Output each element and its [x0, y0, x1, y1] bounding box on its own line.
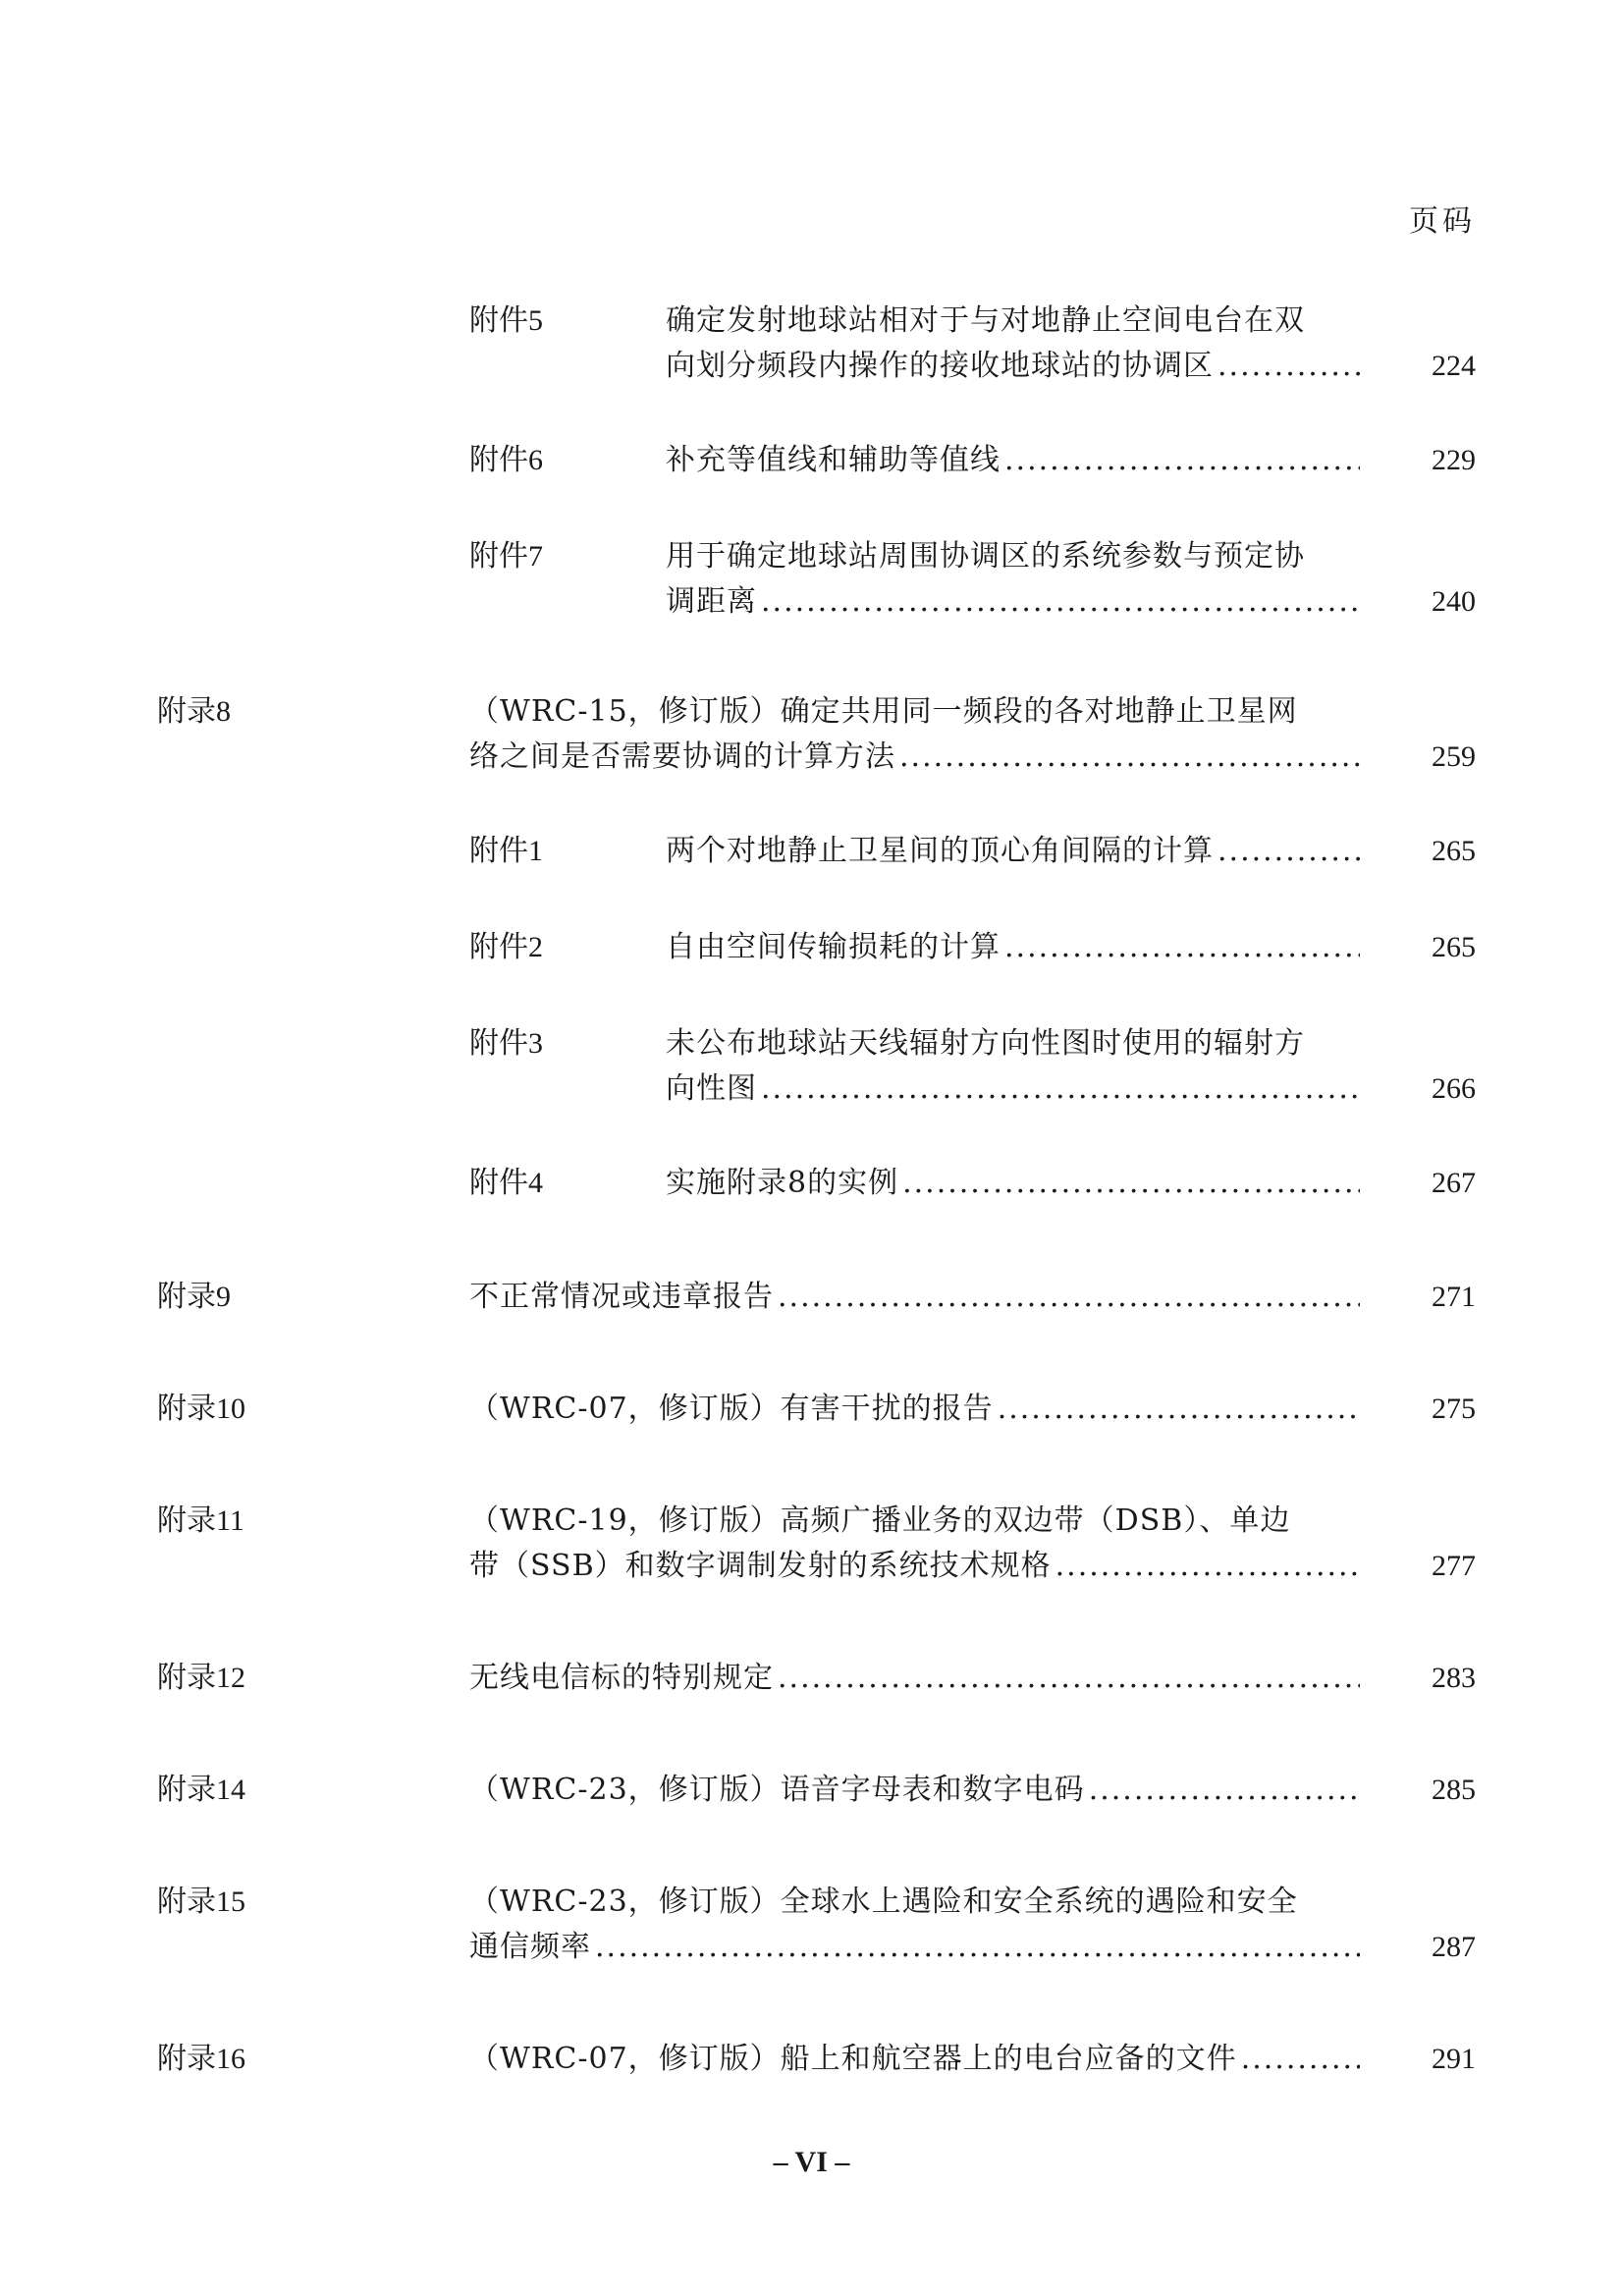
entry-page-number: 240	[1432, 585, 1476, 618]
entry-page-number: 267	[1432, 1167, 1476, 1199]
entry-page-number: 229	[1432, 444, 1476, 476]
entry-title: （WRC-23，修订版）语音字母表和数字电码 .....	[469, 1768, 1360, 1813]
entry-page-number: 266	[1432, 1072, 1476, 1105]
entry-page-number: 287	[1432, 1931, 1476, 1963]
entry-title: （WRC-07，修订版）船上和航空器上的电台应备的文件 .....	[469, 2037, 1360, 2082]
entry-label: 附件4	[469, 1167, 543, 1199]
entry-page-number: 265	[1432, 931, 1476, 963]
entry-label: 附件7	[469, 540, 543, 573]
entry-label: 附件5	[469, 304, 543, 337]
entry-label: 附录12	[157, 1662, 245, 1694]
entry-page-number: 283	[1432, 1662, 1476, 1694]
entry-page-number: 275	[1432, 1393, 1476, 1425]
entry-label: 附件3	[469, 1027, 543, 1060]
entry-page-number: 224	[1432, 350, 1476, 382]
entry-label: 附录9	[157, 1281, 231, 1313]
entry-page-number: 271	[1432, 1281, 1476, 1313]
entry-label: 附件6	[469, 444, 543, 476]
entry-title: 确定发射地球站相对于与对地静止空间电台在双 向划分频段内操作的接收地球站的协调区 .....	[666, 299, 1360, 389]
entry-label: 附录15	[157, 1886, 245, 1918]
entry-title: 补充等值线和辅助等值线 .....	[666, 438, 1360, 483]
entry-title: 无线电信标的特别规定 .....	[469, 1656, 1360, 1701]
entry-label: 附录8	[157, 695, 231, 728]
entry-label: 附录10	[157, 1393, 245, 1425]
entry-title: （WRC-07，修订版）有害干扰的报告 .....	[469, 1387, 1360, 1432]
entry-title: 不正常情况或违章报告 .....	[469, 1275, 1360, 1320]
entry-label: 附录14	[157, 1774, 245, 1806]
entry-page-number: 265	[1432, 835, 1476, 867]
entry-page-number: 291	[1432, 2043, 1476, 2075]
entry-label: 附录11	[157, 1504, 244, 1537]
entry-label: 附件1	[469, 835, 543, 867]
entry-title: （WRC-19，修订版）高频广播业务的双边带（DSB）、单边 带（SSB）和数字调制发射的系统技术规格 .....	[469, 1499, 1360, 1589]
entry-title: （WRC-23，修订版）全球水上遇险和安全系统的遇险和安全 通信频率 .....	[469, 1880, 1360, 1970]
entry-label: 附录16	[157, 2043, 245, 2075]
entry-page-number: 285	[1432, 1774, 1476, 1806]
entry-title: 未公布地球站天线辐射方向性图时使用的辐射方 向性图 .....	[666, 1021, 1360, 1112]
entry-label: 附件2	[469, 931, 543, 963]
entry-title: 实施附录8的实例 .....	[666, 1161, 1360, 1206]
entry-title: （WRC-15，修订版）确定共用同一频段的各对地静止卫星网 络之间是否需要协调的计算方法 .....	[469, 689, 1360, 780]
entry-title: 两个对地静止卫星间的顶心角间隔的计算 .....	[666, 829, 1360, 874]
page-column-header: 页码	[1409, 204, 1476, 239]
entry-title: 自由空间传输损耗的计算 .....	[666, 925, 1360, 970]
entry-page-number: 277	[1432, 1550, 1476, 1582]
entry-page-number: 259	[1432, 740, 1476, 773]
entry-title: 用于确定地球站周围协调区的系统参数与预定协 调距离 .....	[666, 534, 1360, 625]
footer-page-number: – VI –	[773, 2146, 850, 2178]
